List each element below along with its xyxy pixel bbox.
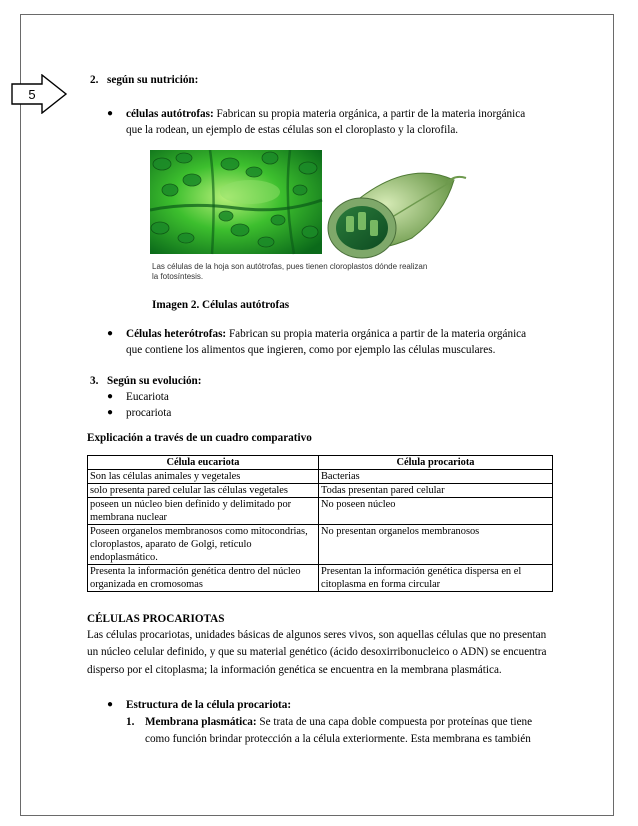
autotrofas-term: células autótrofas: (126, 108, 214, 120)
table-row (88, 484, 553, 498)
header-eucariota: Célula eucariota (88, 456, 319, 470)
table-row (88, 525, 553, 565)
bullet-icon: ● (107, 699, 114, 710)
item1-text2: como función brindar protección a la célula exteriormente. Esta membrana es también (145, 733, 531, 745)
item1-number: 1. (126, 716, 135, 728)
table-header-row (88, 456, 553, 470)
comparison-heading: Explicación a través de un cuadro comparativo (87, 432, 312, 444)
item1-text1: Se trata de una capa doble compuesta por proteínas que tiene (259, 716, 533, 728)
table-row (88, 470, 553, 484)
item1-line1 (145, 714, 532, 730)
section3-item-procariota: procariota (126, 407, 172, 419)
section3-item-eucariota: Eucariota (126, 391, 169, 403)
page-number-arrow-icon (10, 74, 68, 114)
heterotrofas-text1: Fabrican su propia materia orgánica a partir de la materia orgánica (228, 328, 527, 340)
section2-title: según su nutrición: (107, 74, 199, 86)
section3-number: 3. (90, 375, 99, 387)
bullet-icon: ● (107, 391, 114, 402)
table-row (88, 498, 553, 525)
table-cell: Presenta la información genética dentro del núcleo organizada en cromosomas (88, 565, 319, 592)
item1-term: Membrana plasmática: (145, 716, 257, 728)
autotrofas-line1 (126, 106, 525, 122)
structure-title: Estructura de la célula procariota: (126, 699, 292, 711)
bullet-icon: ● (107, 407, 114, 418)
procariotas-paragraph: Las células procariotas, unidades básicas de algunos seres vivos, son aquellas células que no presentan un núcleo celular definido, y que su material genético (ácido desoxirribonucleico o ADN) se encuentra disperso por el citoplasma; la información genética se encuentra en la membrana plasmática. (87, 629, 547, 676)
autotrofas-text2: que la rodean, un ejemplo de estas células son el cloroplasto y la clorofila. (126, 124, 459, 136)
figure-label: Imagen 2. Células autótrofas (152, 299, 290, 311)
bullet-icon: ● (107, 108, 114, 119)
autotrofas-text1: Fabrican su propia materia orgánica, a partir de la materia inorgánica (216, 108, 526, 120)
table-cell: solo presenta pared celular las células vegetales (88, 484, 319, 498)
table-cell: No poseen núcleo (319, 498, 553, 525)
table-cell: Bacterias (319, 470, 553, 484)
table-row (88, 565, 553, 592)
table-cell: No presentan organelos membranosos (319, 525, 553, 565)
table-cell: Poseen organelos membranosos como mitocondrias, cloroplastos, aparato de Golgi, retículo endoplasmático. (88, 525, 319, 565)
section2-number: 2. (90, 74, 99, 86)
heterotrofas-text2: que contiene los alimentos que ingieren, como por ejemplo las células musculares. (126, 344, 496, 356)
procariotas-title: CÉLULAS PROCARIOTAS (87, 613, 225, 625)
heterotrofas-line1 (126, 326, 526, 342)
header-procariota: Célula procariota (319, 456, 553, 470)
table-cell: poseen un núcleo bien definido y delimitado por membrana nuclear (88, 498, 319, 525)
figure-caption-line1: Las células de la hoja son autótrofas, pues tienen cloroplastos dónde realizan (152, 262, 428, 271)
figure-caption-line2: la fotosíntesis. (152, 272, 204, 281)
page-number: 5 (28, 87, 36, 102)
table-cell: Son las células animales y vegetales (88, 470, 319, 484)
heterotrofas-term: Células heterótrofas: (126, 328, 227, 340)
bullet-icon: ● (107, 328, 114, 339)
table-cell: Presentan la información genética dispersa en el citoplasma en forma circular (319, 565, 553, 592)
table-cell: Todas presentan pared celular (319, 484, 553, 498)
section3-title: Según su evolución: (107, 375, 202, 387)
comparison-table (87, 455, 553, 592)
